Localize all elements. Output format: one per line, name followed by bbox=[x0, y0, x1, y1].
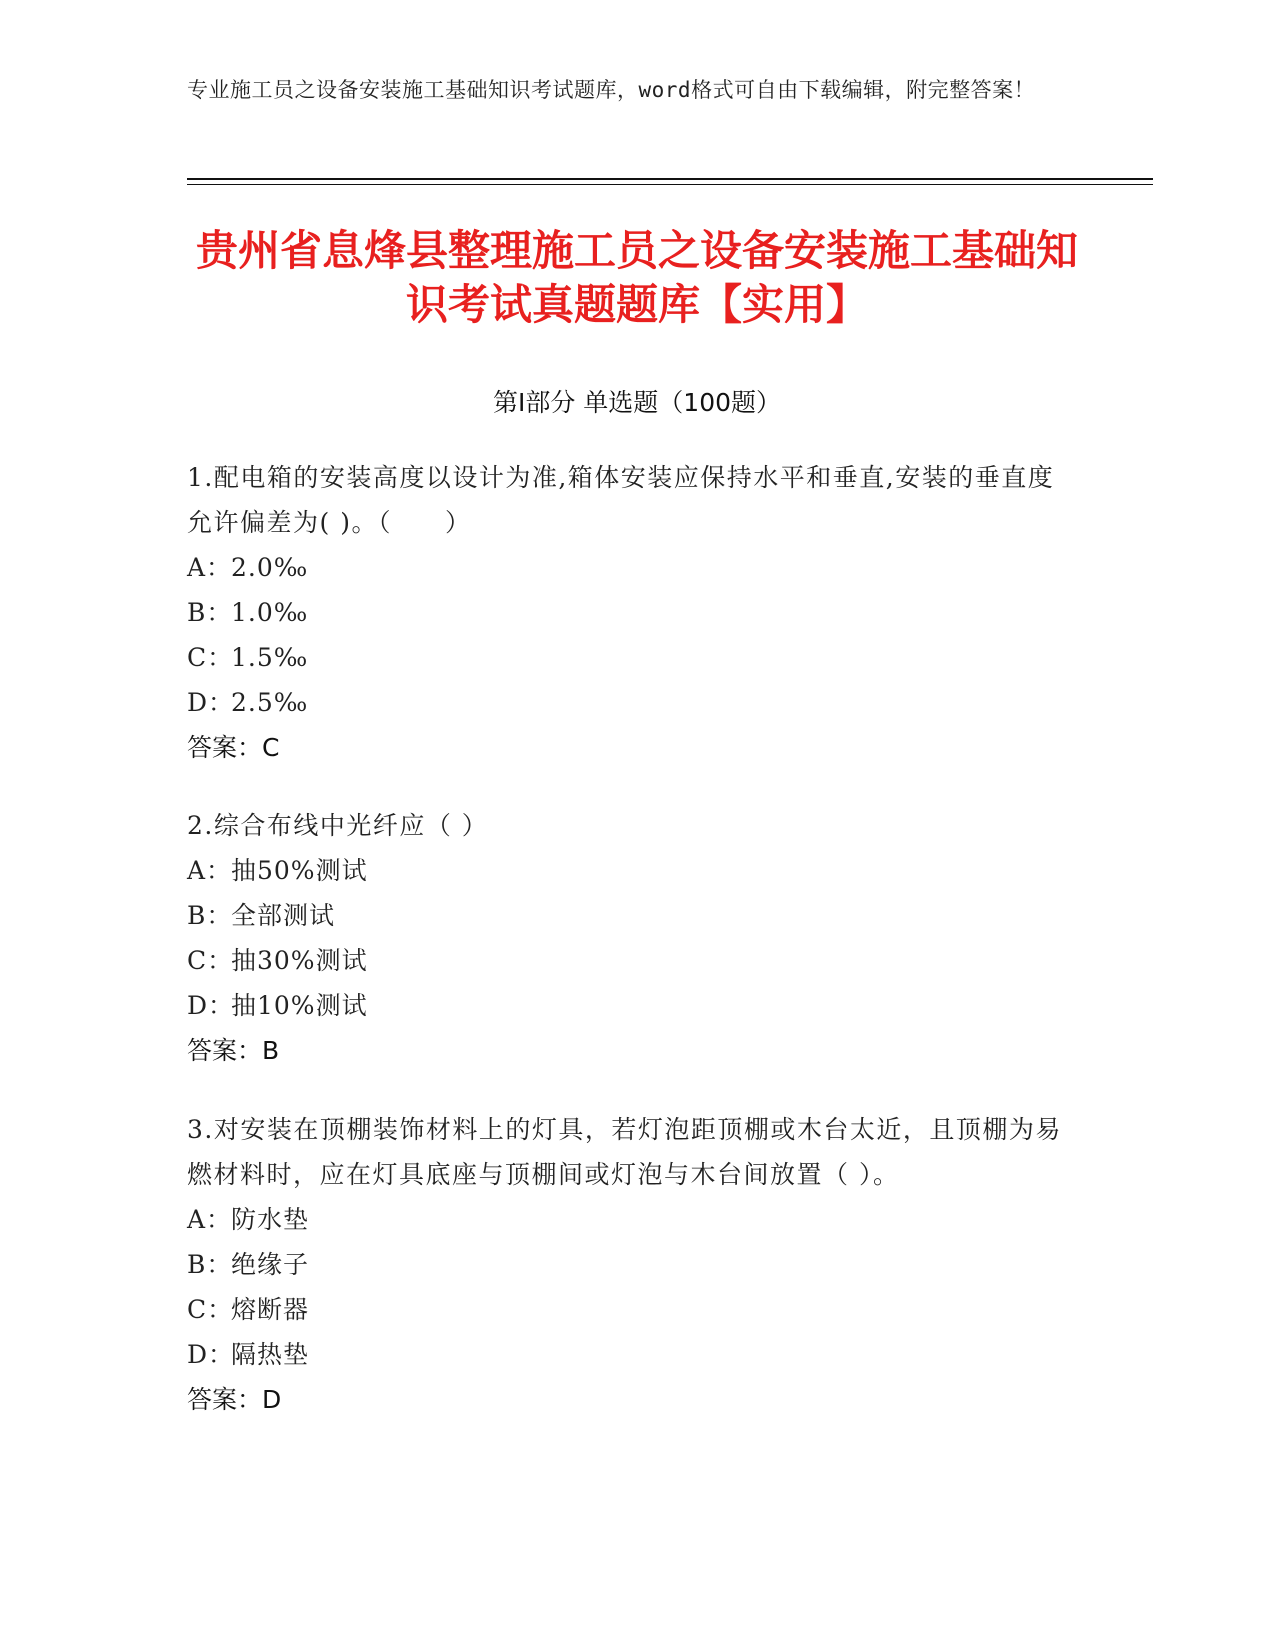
option-text: 2.0‰ bbox=[231, 553, 309, 582]
option-text: 1.5‰ bbox=[231, 643, 309, 672]
question-1 bbox=[187, 455, 1067, 770]
option-text: 2.5‰ bbox=[231, 688, 309, 717]
header-divider-thick bbox=[187, 178, 1153, 180]
option-text: 防水垫 bbox=[231, 1205, 310, 1234]
option-key: B： bbox=[187, 1250, 233, 1279]
option-key: C： bbox=[187, 946, 234, 975]
option-c bbox=[187, 1287, 1067, 1332]
option-a bbox=[187, 848, 1067, 893]
option-d bbox=[187, 983, 1067, 1028]
option-key: D： bbox=[187, 991, 235, 1020]
header-note: 专业施工员之设备安装施工基础知识考试题库，word格式可自由下载编辑，附完整答案！ bbox=[187, 78, 1036, 102]
option-text: 绝缘子 bbox=[231, 1250, 310, 1279]
question-stem: 2.综合布线中光纤应（ ） bbox=[187, 811, 489, 840]
option-b bbox=[187, 590, 1067, 635]
option-b bbox=[187, 1242, 1067, 1287]
option-a bbox=[187, 545, 1067, 590]
option-a bbox=[187, 1197, 1067, 1242]
option-b bbox=[187, 893, 1067, 938]
option-text: 抽30%测试 bbox=[231, 946, 368, 975]
document-title: 贵州省息烽县整理施工员之设备安装施工基础知识考试真题题库【实用】 bbox=[195, 226, 1078, 329]
option-key: C： bbox=[187, 643, 234, 672]
option-key: A： bbox=[187, 856, 233, 885]
header-divider-thin bbox=[187, 184, 1153, 185]
option-c bbox=[187, 635, 1067, 680]
answer-line: 答案：B bbox=[187, 1036, 280, 1065]
option-key: D： bbox=[187, 688, 235, 717]
option-c bbox=[187, 938, 1067, 983]
section-heading: 第Ⅰ部分 单选题（100题） bbox=[492, 388, 782, 417]
option-key: A： bbox=[187, 553, 233, 582]
option-d bbox=[187, 680, 1067, 725]
question-2 bbox=[187, 803, 1067, 1073]
option-key: B： bbox=[187, 901, 233, 930]
option-text: 抽10%测试 bbox=[231, 991, 368, 1020]
answer-line: 答案：C bbox=[187, 733, 280, 762]
question-stem: 3.对安装在顶棚装饰材料上的灯具，若灯泡距顶棚或木台太近，且顶棚为易燃材料时，应在灯具底座与顶棚间或灯泡与木台间放置（ ）。 bbox=[187, 1115, 1062, 1189]
option-key: D： bbox=[187, 1340, 235, 1369]
option-text: 全部测试 bbox=[231, 901, 336, 930]
answer-line: 答案：D bbox=[187, 1385, 282, 1414]
question-stem: 1.配电箱的安装高度以设计为准,箱体安装应保持水平和垂直,安装的垂直度允许偏差为( )。（ ） bbox=[187, 463, 1055, 537]
option-text: 1.0‰ bbox=[231, 598, 309, 627]
option-key: C： bbox=[187, 1295, 234, 1324]
option-key: B： bbox=[187, 598, 233, 627]
question-3 bbox=[187, 1107, 1067, 1422]
option-text: 熔断器 bbox=[231, 1295, 310, 1324]
option-d bbox=[187, 1332, 1067, 1377]
option-key: A： bbox=[187, 1205, 233, 1234]
option-text: 隔热垫 bbox=[231, 1340, 310, 1369]
option-text: 抽50%测试 bbox=[231, 856, 368, 885]
